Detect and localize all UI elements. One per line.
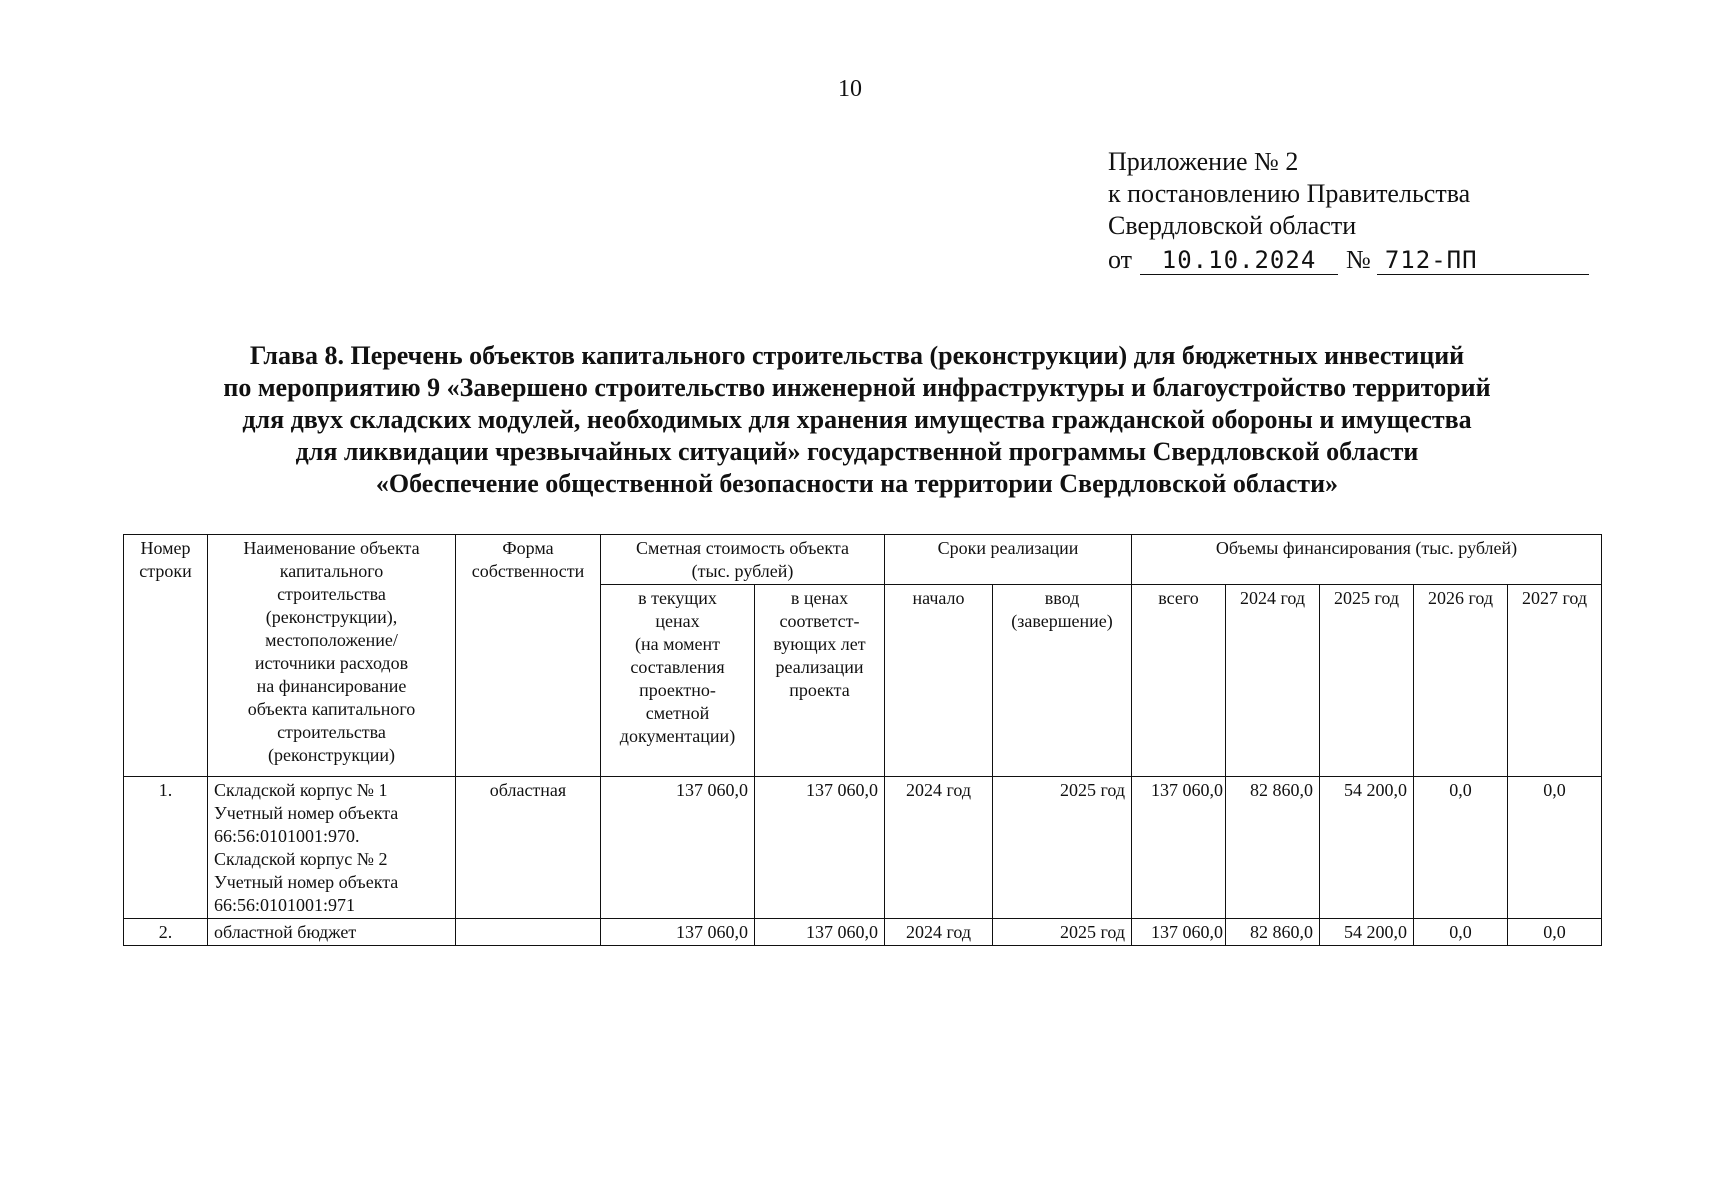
- table-row: [124, 919, 1602, 946]
- header-line: документации): [619, 726, 736, 746]
- header-line: строительства: [277, 722, 386, 742]
- header-line: реализации: [775, 657, 864, 677]
- header-estimated-cost: [601, 535, 885, 585]
- cell-period-prices: 137 060,0: [755, 919, 885, 946]
- header-line: строительства: [277, 584, 386, 604]
- appendix-line-2: к постановлению Правительства: [1108, 179, 1471, 208]
- header-line: проектно-: [639, 680, 716, 700]
- header-line: собственности: [471, 561, 585, 581]
- header-line: ввод: [1044, 588, 1080, 608]
- table-row: [124, 777, 1602, 919]
- resolution-date: 10.10.2024: [1140, 246, 1338, 275]
- chapter-title: [100, 340, 1614, 500]
- cell-line: Учетный номер объекта: [214, 803, 399, 823]
- header-line: проекта: [789, 680, 850, 700]
- cell-row-number: 1.: [124, 777, 208, 919]
- cell-year-2024: 82 860,0: [1226, 919, 1320, 946]
- cell-total: 137 060,0: [1132, 777, 1226, 919]
- table-header-row: [124, 535, 1602, 585]
- header-line: источники расходов: [254, 653, 409, 673]
- appendix-line-3: Свердловской области: [1108, 211, 1357, 240]
- header-line: вующих лет: [773, 634, 866, 654]
- header-completion: [993, 585, 1132, 777]
- header-object-name: [208, 535, 456, 777]
- cell-line: 66:56:0101001:971: [214, 895, 356, 915]
- header-line: (завершение): [1011, 611, 1113, 631]
- header-line: ценах: [655, 611, 700, 631]
- cell-year-2027: 0,0: [1508, 919, 1602, 946]
- appendix-line-1: Приложение № 2: [1108, 147, 1299, 176]
- cell-object-name: областной бюджет: [208, 919, 456, 946]
- header-line: (тыс. рублей): [691, 561, 794, 581]
- header-line: Наименование объекта: [243, 538, 420, 558]
- resolution-number: 712-ПП: [1377, 246, 1589, 275]
- header-line: (реконструкции),: [265, 607, 398, 627]
- cell-ownership: [456, 919, 601, 946]
- header-terms: Сроки реализации: [885, 535, 1132, 585]
- cell-total: 137 060,0: [1132, 919, 1226, 946]
- cell-start: 2024 год: [885, 777, 993, 919]
- from-label: от: [1108, 245, 1133, 274]
- cell-line: Учетный номер объекта: [214, 872, 399, 892]
- investment-table: [123, 534, 1602, 946]
- header-line: Номер: [140, 538, 191, 558]
- header-line: сметной: [645, 703, 710, 723]
- cell-row-number: 2.: [124, 919, 208, 946]
- cell-period-prices: 137 060,0: [755, 777, 885, 919]
- cell-year-2026: 0,0: [1414, 919, 1508, 946]
- chapter-title-line: для ликвидации чрезвычайных ситуаций» государственной программы Свердловской области: [295, 437, 1419, 466]
- header-year-2026: 2026 год: [1414, 585, 1508, 777]
- header-line: соответст-: [779, 611, 860, 631]
- cell-start: 2024 год: [885, 919, 993, 946]
- cell-current-prices: 137 060,0: [601, 919, 755, 946]
- cell-current-prices: 137 060,0: [601, 777, 755, 919]
- cell-year-2025: 54 200,0: [1320, 777, 1414, 919]
- header-line: объекта капитального: [247, 699, 416, 719]
- header-line: строки: [139, 561, 192, 581]
- header-start: начало: [885, 585, 993, 777]
- header-total: всего: [1132, 585, 1226, 777]
- cell-year-2025: 54 200,0: [1320, 919, 1414, 946]
- appendix-date-row: [1108, 244, 1589, 276]
- chapter-title-line: «Обеспечение общественной безопасности на территории Свердловской области»: [375, 469, 1339, 498]
- cell-year-2027: 0,0: [1508, 777, 1602, 919]
- cell-ownership: областная: [456, 777, 601, 919]
- cell-line: Складской корпус № 1: [214, 780, 388, 800]
- header-year-2024: 2024 год: [1226, 585, 1320, 777]
- header-financing: Объемы финансирования (тыс. рублей): [1132, 535, 1602, 585]
- chapter-title-line: Глава 8. Перечень объектов капитального строительства (реконструкции) для бюджетных инвестиций: [249, 341, 1465, 370]
- header-row-number: [124, 535, 208, 777]
- header-ownership: [456, 535, 601, 777]
- cell-completion: 2025 год: [993, 777, 1132, 919]
- cell-year-2026: 0,0: [1414, 777, 1508, 919]
- header-line: капитального: [279, 561, 384, 581]
- header-line: в текущих: [638, 588, 717, 608]
- cell-object-name: [208, 777, 456, 919]
- header-line: (на момент: [634, 634, 721, 654]
- header-line: Форма: [502, 538, 554, 558]
- chapter-title-line: по мероприятию 9 «Завершено строительство инженерной инфраструктуры и благоустройство территорий: [223, 373, 1491, 402]
- header-period-prices: [755, 585, 885, 777]
- header-line: на финансирование: [256, 676, 407, 696]
- number-label: №: [1346, 245, 1371, 274]
- cell-line: Складской корпус № 2: [214, 849, 388, 869]
- cell-line: 66:56:0101001:970.: [214, 826, 360, 846]
- header-year-2025: 2025 год: [1320, 585, 1414, 777]
- header-line: (реконструкции): [268, 745, 395, 765]
- cell-year-2024: 82 860,0: [1226, 777, 1320, 919]
- header-line: составления: [630, 657, 725, 677]
- header-line: Сметная стоимость объекта: [636, 538, 849, 558]
- chapter-title-line: для двух складских модулей, необходимых для хранения имущества гражданской обороны и имущества: [242, 405, 1472, 434]
- page-number: 10: [838, 76, 862, 102]
- header-current-prices: [601, 585, 755, 777]
- header-year-2027: 2027 год: [1508, 585, 1602, 777]
- cell-completion: 2025 год: [993, 919, 1132, 946]
- appendix-header: [1108, 146, 1589, 276]
- header-line: местоположение/: [265, 630, 398, 650]
- header-line: в ценах: [790, 588, 849, 608]
